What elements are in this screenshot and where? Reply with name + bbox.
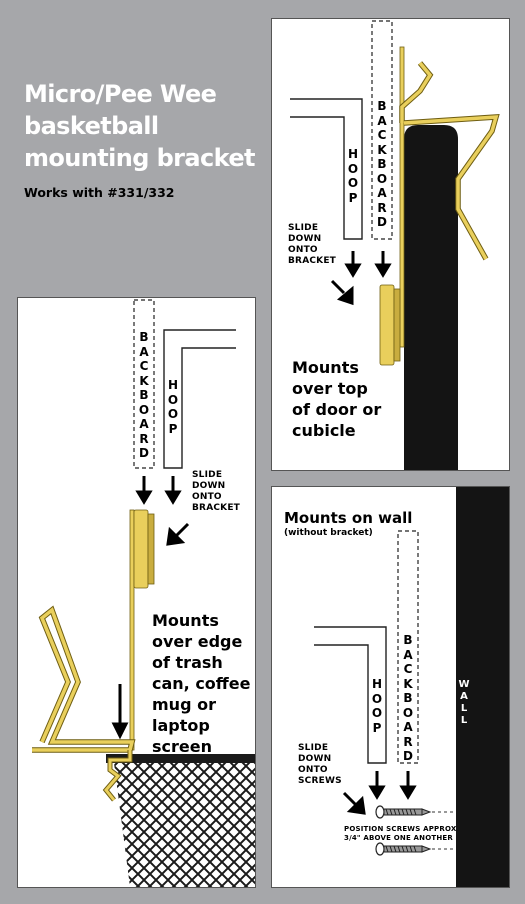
edge-illustration [18, 298, 255, 887]
caption-mounts-door: Mounts over top of door or cubicle [292, 358, 382, 440]
label-backboard: BACKBOARD [376, 99, 388, 229]
wall-mount-subtitle: (without bracket) [284, 528, 373, 538]
arrow-down-backboard [138, 476, 150, 502]
bracket-plate [130, 510, 134, 750]
arrow-diagonal-door [332, 281, 352, 303]
label-hoop: HOOP [167, 378, 179, 436]
label-hoop: HOOP [371, 677, 383, 735]
panel-door-mount [271, 18, 510, 471]
panel-wall-mount [271, 486, 510, 888]
arrow-down-hoop [347, 251, 359, 275]
panel-edge-mount [17, 297, 256, 888]
instruction-slide-down: SLIDE DOWN ONTO BRACKET [288, 223, 337, 266]
label-wall: WALL [458, 679, 470, 726]
screw-position-note: POSITION SCREWS APPROX 3/4" ABOVE ONE ANOTHER [344, 825, 457, 842]
wall-mount-title: Mounts on wall [284, 509, 413, 527]
arrow-down-hoop [371, 771, 383, 797]
diagram-subtitle: Works with #331/332 [24, 185, 175, 200]
arrow-down-hoop [167, 476, 179, 502]
label-backboard: BACKBOARD [402, 633, 414, 763]
arrow-down-backboard [377, 251, 389, 275]
net [114, 763, 255, 887]
screw-icon [376, 806, 430, 818]
label-backboard: BACKBOARD [138, 330, 150, 460]
bracket-block [134, 510, 148, 588]
arrow-diagonal-wall [344, 793, 364, 813]
arrow-down-backboard [402, 771, 414, 797]
arrow-diagonal-edge [168, 524, 188, 544]
instruction-slide-down: SLIDE DOWN ONTO SCREWS [298, 743, 342, 786]
door-shape [404, 125, 458, 470]
bracket-plate [400, 47, 404, 347]
diagram-title: Micro/Pee Wee basketball mounting bracket [24, 80, 255, 172]
caption-mounts-edge: Mounts over edge of trash can, coffee mug or laptop screen [152, 611, 251, 756]
bracket-block [380, 285, 394, 365]
arrow-down-edge [114, 684, 126, 736]
instruction-slide-down: SLIDE DOWN ONTO BRACKET [192, 470, 241, 513]
screw-icon [376, 843, 430, 855]
label-hoop: HOOP [347, 147, 359, 205]
